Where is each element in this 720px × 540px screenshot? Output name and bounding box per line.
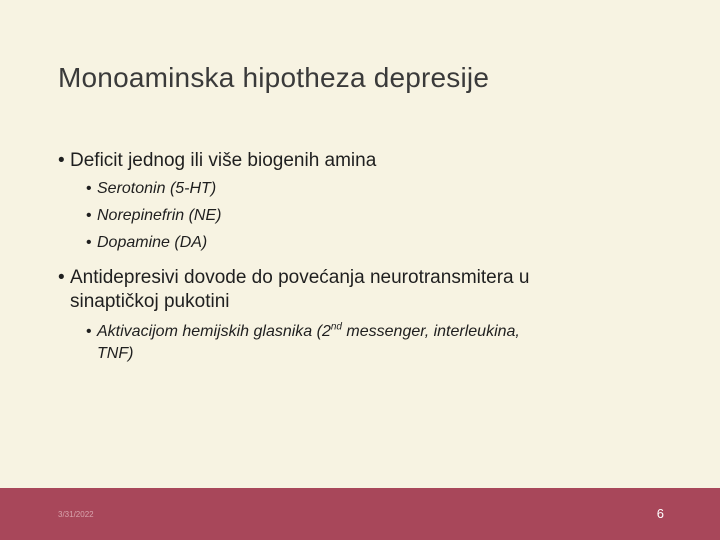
sub-bullet-serotonin [86,178,216,200]
bullet-antidepresivi [58,266,529,314]
sub-bullet-text: Dopamine (DA) [97,234,208,251]
sub-bullet-norepinefrin [86,205,221,227]
footer-band [0,488,720,540]
sub-text-line-2: TNF) [97,345,134,362]
sub-bullet-aktivacijom [86,321,520,365]
sub-bullet-dopamine [86,232,207,254]
sub-bullet-text: Norepinefrin (NE) [97,207,222,224]
page-number: 6 [656,506,664,521]
bullet-marker: • [58,267,65,288]
sub-text-after-sup: messenger, interleukina, [341,323,520,340]
footer-date: 3/31/2022 [58,510,94,519]
bullet-marker: • [86,234,92,251]
bullet-line-1: Antidepresivi dovode do povećanja neurotransmitera u [70,267,530,288]
sub-text-before-sup: Aktivacijom hemijskih glasnika (2 [97,323,331,340]
sub-bullet-text: Serotonin (5-HT) [97,180,217,197]
bullet-marker: • [58,150,65,171]
bullet-text [70,266,529,314]
bullet-line-2: sinaptičkoj pukotini [70,291,230,312]
bullet-marker: • [86,207,92,224]
bullet-marker: • [86,180,92,197]
slide-title: Monoaminska hipotheza depresije [58,62,490,93]
bullet-marker: • [86,323,92,340]
bullet-deficit [58,149,376,173]
bullet-text: Deficit jednog ili više biogenih amina [70,150,377,171]
superscript-nd: nd [330,321,342,333]
sub-bullet-text [97,321,520,365]
